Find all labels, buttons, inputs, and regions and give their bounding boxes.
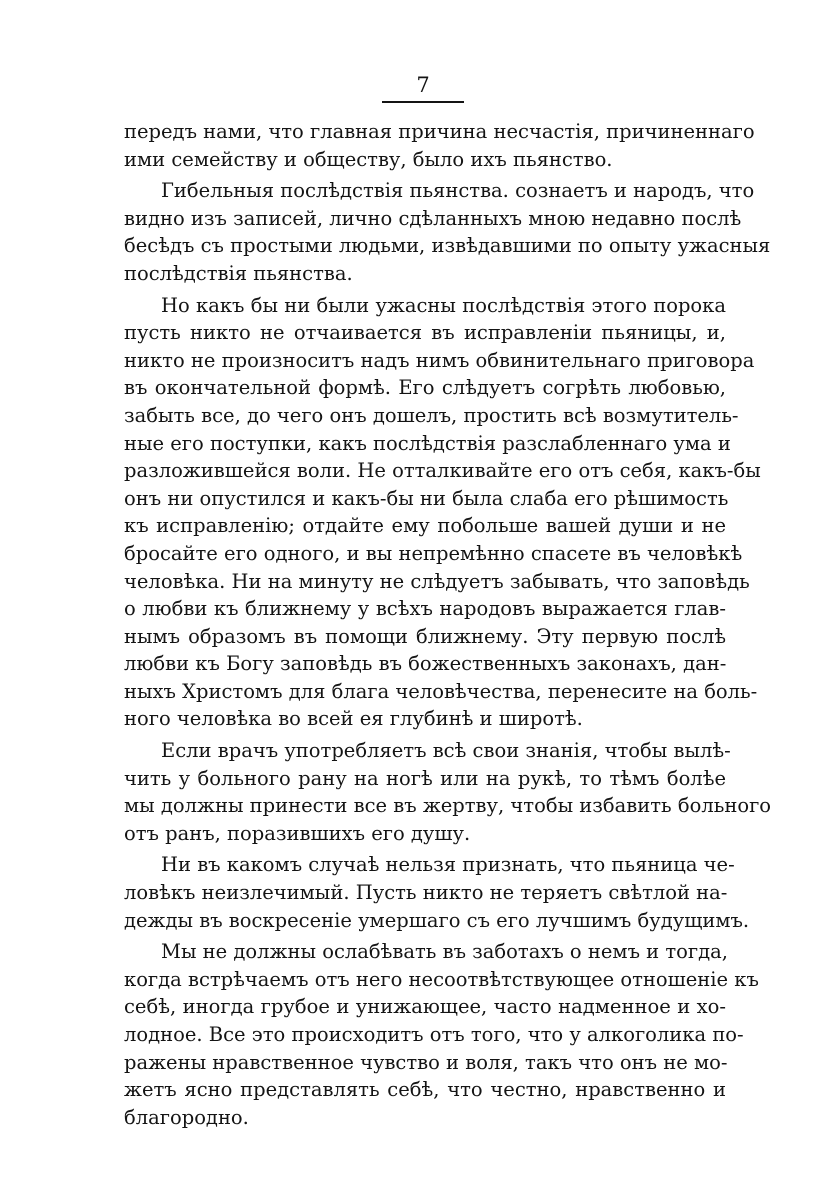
paragraph <box>124 938 759 1131</box>
text-line: Но какъ бы ни были ужасны послѣдствія этого порока <box>161 293 726 317</box>
page-number-rule <box>382 101 464 103</box>
text-line: въ окончательной формѣ. Его слѣдуетъ согрѣть любовью, <box>124 376 726 400</box>
text-line: видно изъ записей, лично сдѣланныхъ мною недавно послѣ <box>124 206 742 230</box>
text-line: къ исправленію; отдайте ему побольше вашей души и не <box>124 514 726 538</box>
text-line: ные его поступки, какъ послѣдствія разслабленнаго ума и <box>124 431 731 455</box>
text-line: ражены нравственное чувство и воля, такъ что онъ не мо- <box>124 1050 728 1074</box>
text-line: благородно. <box>124 1105 249 1129</box>
text-line: Гибельныя послѣдствія пьянства. сознаетъ и народъ, что <box>161 179 755 203</box>
text-line: послѣдствія пьянства. <box>124 261 353 285</box>
text-line: когда встрѣчаемъ отъ него несоотвѣтствующее отношеніе къ <box>124 967 759 991</box>
text-line: ловѣкъ неизлечимый. Пусть никто не теряетъ свѣтлой на- <box>124 881 728 905</box>
text-line: мы должны принести все въ жертву, чтобы избавить больного <box>124 794 772 818</box>
text-line: Ни въ какомъ случаѣ нельзя признать, что пьяница че- <box>161 853 735 877</box>
text-line: передъ нами, что главная причина несчастія, причиненнаго <box>124 120 755 143</box>
text-line: пусть никто не отчаивается въ исправленіи пьяницы, и, <box>124 321 726 345</box>
text-line: о любви къ ближнему у всѣхъ народовъ выражается глав- <box>124 597 726 621</box>
text-line: никто не произноситъ надъ нимъ обвинительнаго приговора <box>124 348 755 372</box>
text-line: ного человѣка во всей ея глубинѣ и широтѣ. <box>124 707 583 731</box>
text-line: бесѣдъ съ простыми людьми, извѣдавшими по опыту ужасныя <box>124 234 771 258</box>
text-line: нымъ образомъ въ помощи ближнему. Эту первую послѣ <box>124 624 726 648</box>
paragraph <box>124 292 761 734</box>
paragraph <box>124 737 772 847</box>
body-text <box>124 118 772 1135</box>
paragraph <box>124 851 750 934</box>
text-line: человѣка. Ни на минуту не слѣдуетъ забывать, что заповѣдь <box>124 569 750 593</box>
text-line: ныхъ Христомъ для блага человѣчества, перенесите на боль- <box>124 679 758 703</box>
text-line: Если врачъ употребляетъ всѣ свои знанія, чтобы вылѣ- <box>161 739 731 763</box>
text-line: онъ ни опустился и какъ-бы ни была слаба его рѣшимость <box>124 486 729 510</box>
text-line: отъ ранъ, поразившихъ его душу. <box>124 821 471 845</box>
text-line: ими семейству и обществу, было ихъ пьянство. <box>124 147 613 171</box>
text-line: бросайте его одного, и вы непремѣнно спасете въ человѣкѣ <box>124 541 743 565</box>
text-line: жетъ ясно представлять себѣ, что честно, нравственно и <box>124 1078 726 1102</box>
page-number: 7 <box>416 73 430 97</box>
text-line: забыть все, до чего онъ дошелъ, простить всѣ возмутитель- <box>124 403 739 427</box>
text-line: дежды въ воскресеніе умершаго съ его лучшимъ будущимъ. <box>124 908 750 932</box>
text-line: лодное. Все это происходитъ отъ того, что у алкоголика по- <box>124 1023 744 1046</box>
text-line: себѣ, иногда грубое и унижающее, часто надменное и хо- <box>124 995 726 1019</box>
paragraph <box>124 177 771 287</box>
text-line: разложившейся воли. Не отталкивайте его отъ себя, какъ-бы <box>124 459 761 483</box>
text-line: Мы не должны ослабѣвать въ заботахъ о немъ и тогда, <box>161 940 728 964</box>
text-line: чить у больного рану на ногѣ или на рукѣ, то тѣмъ болѣе <box>124 766 726 790</box>
paragraph <box>124 118 755 173</box>
text-line: любви къ Богу заповѣдь въ божественныхъ законахъ, дан- <box>124 652 727 676</box>
